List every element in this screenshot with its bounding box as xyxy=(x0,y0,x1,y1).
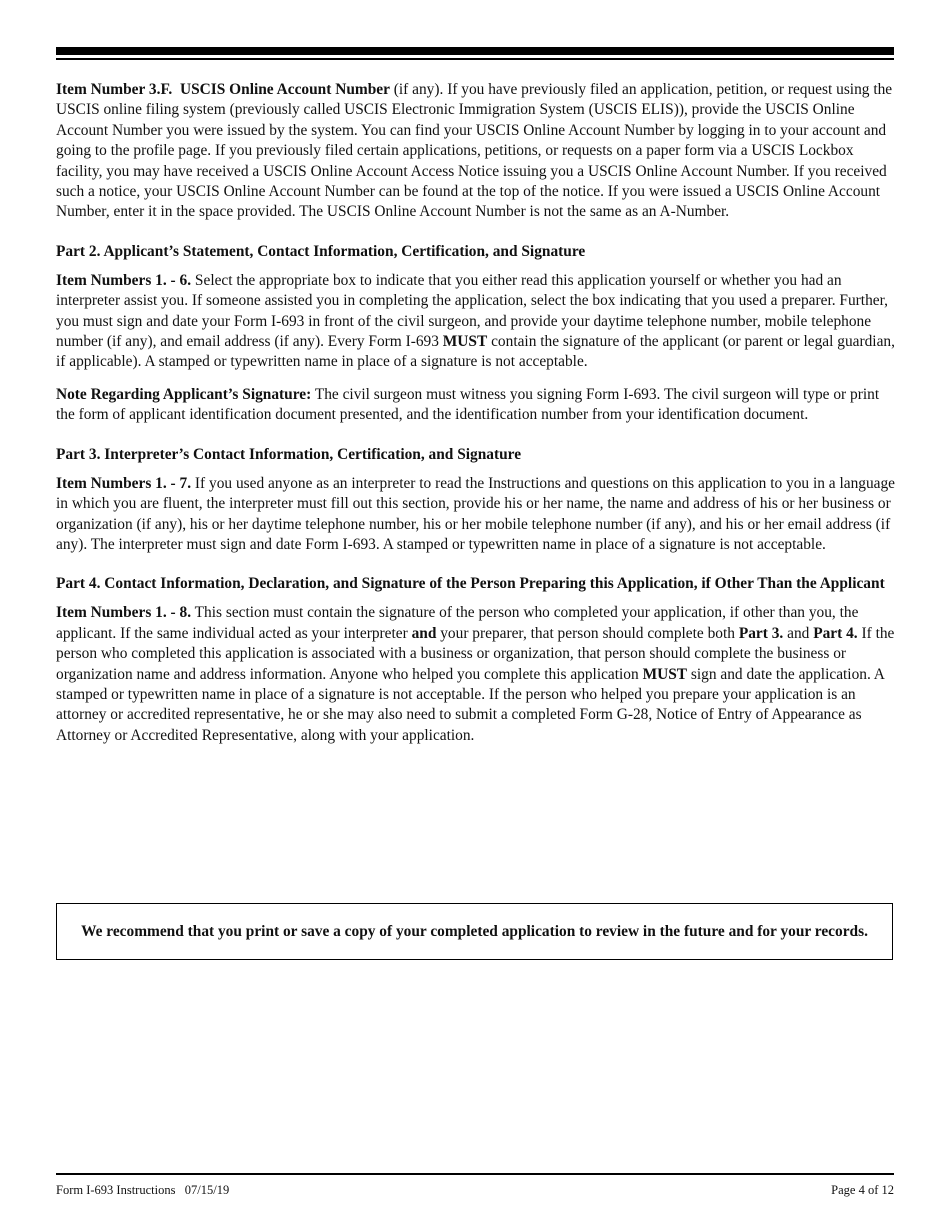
part-2-must: MUST xyxy=(442,333,488,351)
item-3f-ifany: (if any). xyxy=(389,81,444,98)
part-4-heading: Part 4. Contact Information, Declaration, and Signature of the Person Preparing this Application, if Other Than the Applicant xyxy=(56,575,885,593)
item-3f-label: Item Number 3.F. xyxy=(56,81,173,98)
item-3f-paragraph xyxy=(56,80,896,223)
footer-form-id: Form I-693 Instructions 07/15/19 xyxy=(56,1183,230,1197)
item-3f-text: If you have previously filed an application, petition, or request using the USCIS online filing system (previously called USCIS Electronic Immigration System (USCIS ELIS)), provide the USCIS Online Account Number you were issued by the system. You can find your USCIS Online Account Number by logging in to your account and going to the profile page. If you previously filed certain applications, petitions, or requests on a paper form via a USCIS Lockbox facility, you may have received a USCIS Online Account Access Notice issuing you a USCIS Online Account Number. If you received such a notice, your USCIS Online Account Number can be found at the top of the notice. If you were issued a USCIS Online Account Number, enter it in the space provided. The USCIS Online Account Number is not the same as an A-Number. xyxy=(56,81,893,221)
part-2-items-label: Item Numbers 1. - 6. xyxy=(56,271,192,289)
top-rule xyxy=(56,47,894,55)
part-4-text-c: and xyxy=(783,624,814,642)
part-3-items-paragraph xyxy=(56,474,896,556)
part-3-items-text: If you used anyone as an interpreter to read the Instructions and questions on this application to you in a language in which you are fluent, the interpreter must fill out this section, provide his or her name, the name and address of his or her business or organization (if any), his or her daytime telephone number, his or her mobile telephone number (if any), and his or her email address (if any). The interpreter must sign and date Form I-693. A stamped or typewritten name in place of a signature is not acceptable. xyxy=(56,474,896,553)
part-4-text-b: your preparer, that person should complete both xyxy=(436,624,739,642)
footer-rule xyxy=(56,1173,894,1175)
part-2-items-text-a: Select the appropriate box to indicate that you either read this application yourself or whether you had an interpreter assist you. If someone assisted you in completing the application, select the box indicating that you used a preparer. Further, you must sign and date your Form I-693 in front of the civil surgeon, and provide your daytime telephone number, mobile telephone number (if any), and email address (if any). Every Form I-693 xyxy=(56,271,888,351)
part-4-must: MUST xyxy=(642,665,688,683)
part-4-and: and xyxy=(411,624,437,642)
part-4-items-paragraph xyxy=(56,603,896,746)
part-4-text-d: If the person who completed this application is associated with a business or organization, that person should complete the business or organization name and address information. Anyone who helped you complete this application xyxy=(56,624,895,683)
part-2-note-text: The civil surgeon must witness you signing Form I-693. The civil surgeon will type or print the form of applicant identification document presented, and the identification number from your identification document. xyxy=(56,385,880,424)
document-body xyxy=(56,80,896,758)
part-2-note-label: Note Regarding Applicant’s Signature: xyxy=(56,385,312,403)
part-4-part3-ref: Part 3. xyxy=(738,624,784,642)
footer-page-number: Page 4 of 12 xyxy=(831,1183,894,1197)
part-3-heading: Part 3. Interpreter’s Contact Information, Certification, and Signature xyxy=(56,445,522,463)
save-copy-notice: We recommend that you print or save a copy of your completed application to review in the future and for your records. xyxy=(56,903,893,960)
part-2-items-paragraph xyxy=(56,271,896,373)
item-3f-title: USCIS Online Account Number xyxy=(179,81,390,98)
part-3-items-label: Item Numbers 1. - 7. xyxy=(56,474,192,492)
part-4-items-label: Item Numbers 1. - 8. xyxy=(56,604,192,622)
part-2-note-paragraph xyxy=(56,385,896,426)
top-rule-thin xyxy=(56,58,894,60)
part-4-text-e: sign and date the application. A stamped or typewritten name in place of a signature is not acceptable. If the person who helped you prepare your application is an attorney or accredited representative, he or she may also need to submit a completed Form G-28, Notice of Entry of Appearance as Attorney or Accredited Representative, along with your application. xyxy=(56,665,885,744)
part-2-items-text-b: contain the signature of the applicant (or parent or legal guardian, if applicable). A stamped or typewritten name in place of a signature is not acceptable. xyxy=(56,333,895,371)
part-2-heading: Part 2. Applicant’s Statement, Contact Information, Certification, and Signature xyxy=(56,242,586,260)
part-4-part4-ref: Part 4. xyxy=(813,624,858,642)
part-4-text-a: This section must contain the signature of the person who completed your application, if other than you, the applicant. If the same individual acted as your interpreter xyxy=(56,604,859,642)
